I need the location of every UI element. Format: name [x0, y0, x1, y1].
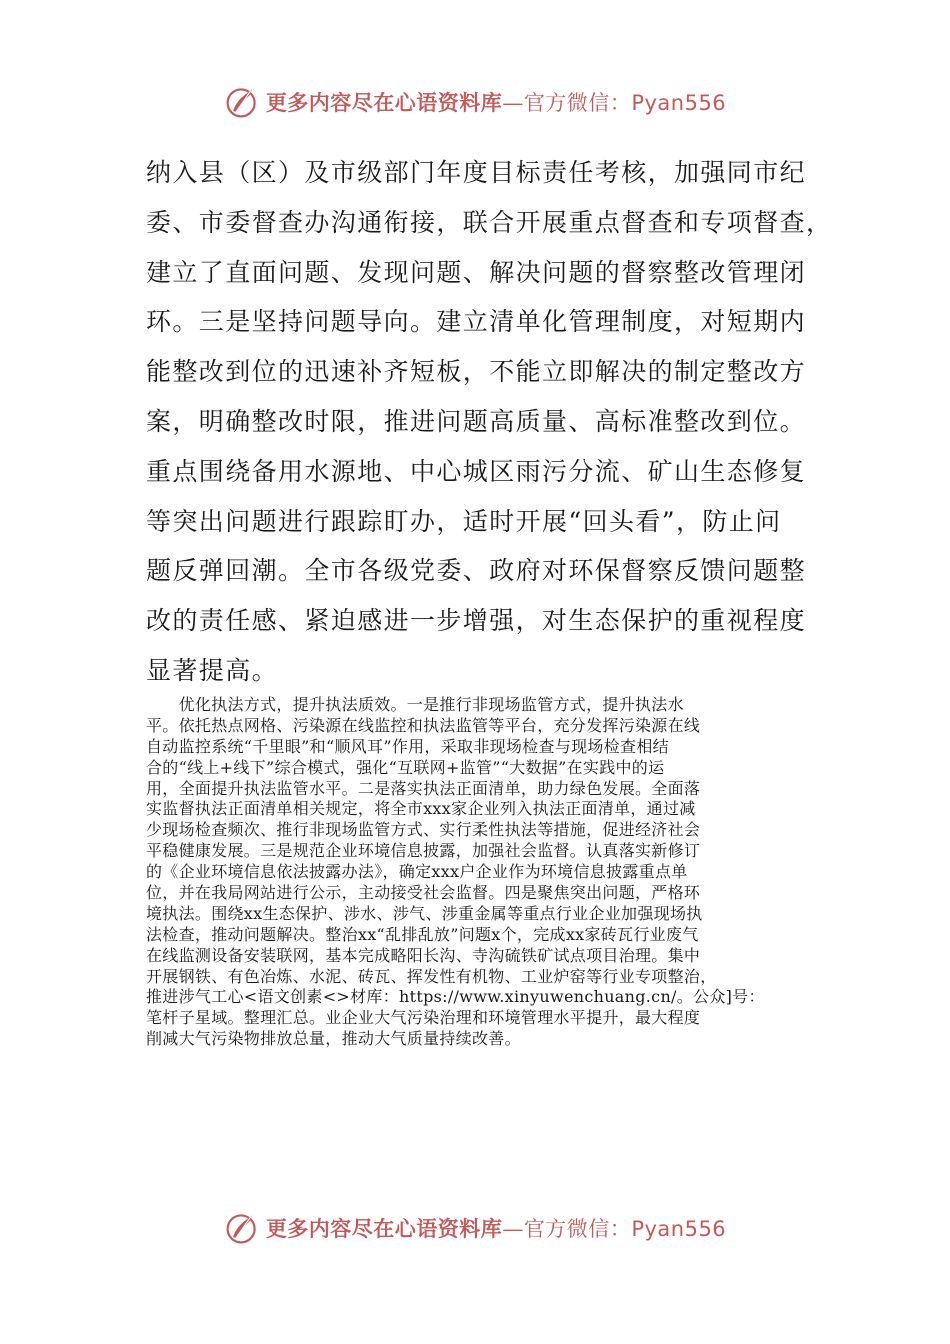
paragraph-line: 自动监控系统“千里眼”和“顺风耳”作用，采取非现场检查与现场检查相结 [146, 736, 669, 756]
paragraph-line: 少现场检查频次、推行非现场监管方式、实行柔性执法等措施，促进经济社会 [146, 820, 701, 840]
paragraph-line: 显著提高。 [146, 655, 279, 685]
paragraph-line: 削减大气污染物排放总量，推动大气质量持续改善。 [146, 1029, 521, 1049]
paragraph-line: 改的责任感、紧迫感进一步增强，对生态保护的重视程度 [146, 606, 807, 636]
paragraph-line: 题反弹回潮。全市各级党委、政府对环保督察反馈问题整 [146, 556, 807, 586]
paragraph-line: 建立了直面问题、发现问题、解决问题的督察整改管理闭 [146, 257, 807, 287]
paragraph-line: 委、市委督查办沟通衔接，联合开展重点督查和专项督查， [146, 207, 833, 237]
paragraph-line: 位，并在我局网站进行公示，主动接受社会监督。四是聚焦突出问题，严格环 [146, 883, 701, 903]
paragraph-line: 环。三是坚持问题导向。建立清单化管理制度，对短期内 [146, 307, 807, 337]
paragraph-line: 重点围绕备用水源地、中心城区雨污分流、矿山生态修复 [146, 456, 807, 486]
footer-banner [0, 1204, 950, 1252]
footer-banner-text: 更多内容尽在心语资料库—官方微信：Pyan556 [265, 1216, 727, 1241]
paragraph-line: 平。依托热点网格、污染源在线监控和执法监管等平台，充分发挥污染源在线 [146, 715, 701, 735]
paragraph-line: 笔杆子星域。整理汇总。业企业大气污染治理和环境管理水平提升，最大程度 [146, 1008, 701, 1028]
paragraph-line: 在线监测设备安装联网，基本完成略阳长沟、寺沟硫铁矿试点项目治理。集中 [146, 945, 701, 965]
paragraph-line: 合的“线上+线下”综合模式，强化“互联网+监管”“大数据”在实践中的运 [146, 757, 665, 777]
small-paragraph [146, 695, 806, 1050]
paragraph-line: 的《企业环境信息依法披露办法》，确定xxx户企业作为环境信息披露重点单 [146, 862, 688, 882]
pen-logo-icon [224, 84, 260, 120]
paragraph-line: 等突出问题进行跟踪盯办，适时开展“回头看”，防止问 [146, 506, 782, 536]
paragraph-line: 境执法。围绕xx生态保护、涉水、涉气、涉重金属等重点行业企业加强现场执 [146, 903, 703, 923]
pen-logo-icon [224, 1210, 260, 1246]
paragraph-line: 纳入县（区）及市级部门年度目标责任考核，加强同市纪 [146, 158, 807, 187]
paragraph-line: 用，全面提升执法监管水平。二是落实执法正面清单，助力绿色发展。全面落 [146, 778, 701, 798]
header-banner-text: 更多内容尽在心语资料库—官方微信：Pyan556 [265, 90, 727, 115]
paragraph-line: 能整改到位的迅速补齐短板，不能立即解决的制定整改方 [146, 357, 807, 387]
paragraph-line: 推进涉气工心<语文创素<>材库：https://www.xinyuwenchuang.cn/。公众]号： [146, 987, 765, 1007]
paragraph-line: 实监督执法正面清单相关规定，将全市xxx家企业列入执法正面清单，通过减 [146, 799, 696, 819]
paragraph-line: 优化执法方式，提升执法质效。一是推行非现场监管方式，提升执法水 [146, 695, 684, 714]
large-paragraph [146, 148, 833, 696]
paragraph-line: 案，明确整改时限，推进问题高质量、高标准整改到位。 [146, 406, 807, 436]
header-banner [0, 78, 950, 126]
paragraph-line: 法检查，推动问题解决。整治xx“乱排乱放”问题x个，完成xx家砖瓦行业废气 [146, 924, 699, 944]
paragraph-line: 平稳健康发展。三是规范企业环境信息披露，加强社会监督。认真落实新修订 [146, 841, 701, 861]
paragraph-line: 开展钢铁、有色冶炼、水泥、砖瓦、挥发性有机物、工业炉窑等行业专项整治， [146, 966, 717, 986]
